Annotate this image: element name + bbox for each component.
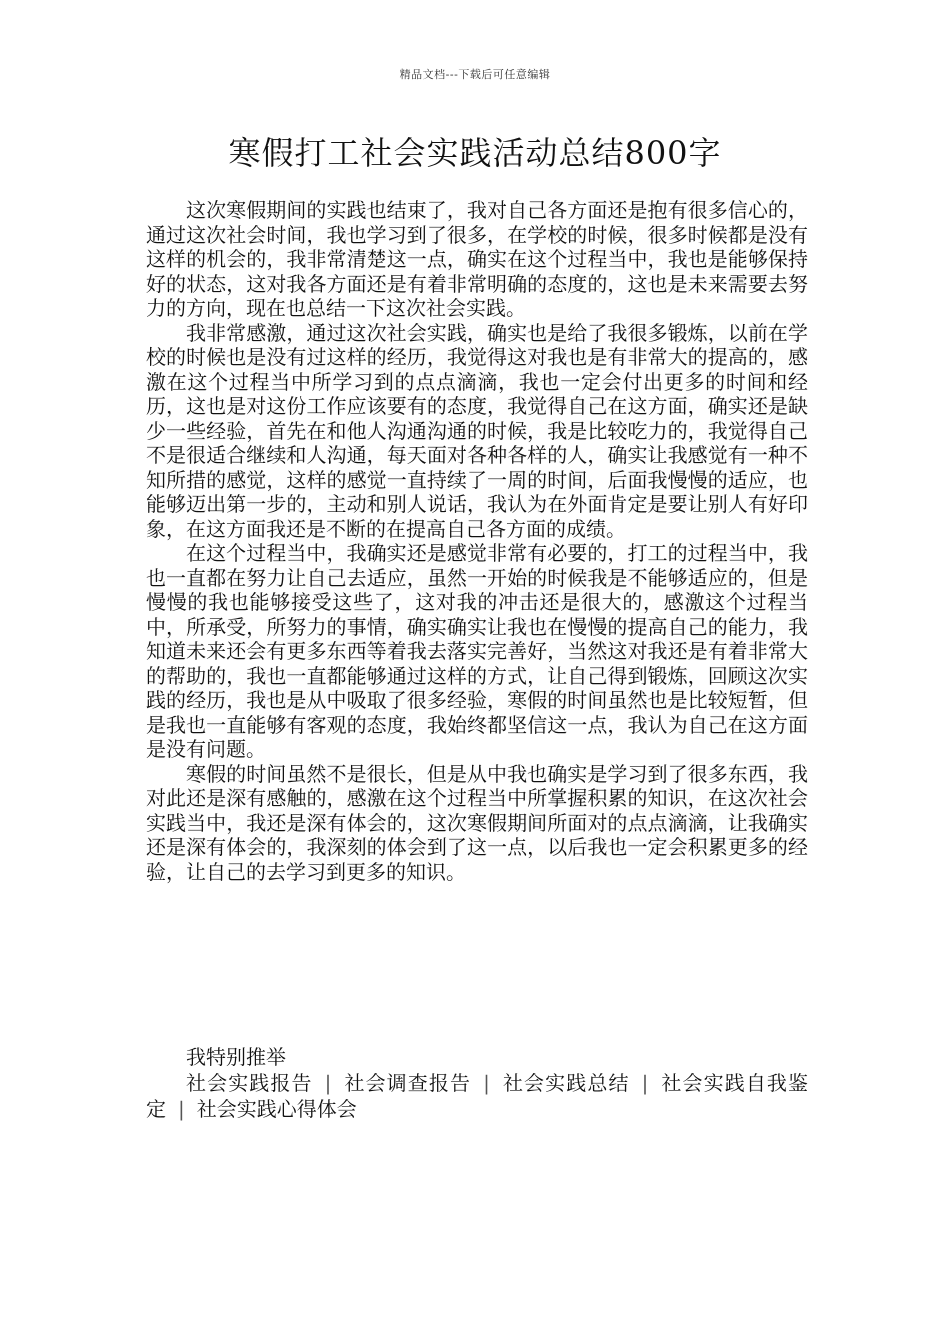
link-social-practice-self-evaluation[interactable]: 社会实践自我鉴定: [146, 1071, 809, 1121]
link-separator: |: [178, 1097, 185, 1121]
link-separator: |: [641, 1071, 649, 1095]
recommend-title: 我特别推举: [186, 1045, 286, 1069]
paragraph-4: 寒假的时间虽然不是很长，但是从中我也确实是学习到了很多东西，我对此还是深有感触的，感激在这个过程当中所掌握积累的知识，在这次社会实践当中，我还是深有体会的，这次寒假期间所面对的点点滴滴，让我确实还是深有体会的，我深刻的体会到了这一点，以后我也一定会积累更多的经验，让自己的去学习到更多的知识。: [146, 761, 808, 884]
document-title: 寒假打工社会实践活动总结800字: [228, 134, 722, 172]
link-social-survey-report[interactable]: 社会调查报告: [343, 1071, 472, 1095]
paragraph-1: 这次寒假期间的实践也结束了，我对自己各方面还是抱有很多信心的，通过这次社会时间，我也学习到了很多，在学校的时候，很多时候都是没有这样的机会的，我非常清楚这一点，确实在这个过程当中，我也是能够保持好的状态，这对我各方面还是有着非常明确的态度的，这也是未来需要去努力的方向，现在也总结一下这次社会实践。: [146, 198, 808, 320]
recommend-links: [146, 1070, 808, 1122]
link-separator: |: [483, 1071, 490, 1095]
paragraph-3: 在这个过程当中，我确实还是感觉非常有必要的，打工的过程当中，我也一直都在努力让自己去适应，虽然一开始的时候我是不能够适应的，但是慢慢的我也能够接受这些了，这对我的冲击还是很大的，感激这个过程当中，所承受，所努力的事情，确实确实让我也在慢慢的提高自己的能力，我知道未来还会有更多东西等着我去落实完善好，当然这对我还是有着非常大的帮助的，我也一直都能够通过这样的方式，让自己得到锻炼，回顾这次实践的经历，我也是从中吸取了很多经验，寒假的时间虽然也是比较短暂，但是我也一直能够有客观的态度，我始终都坚信这一点，我认为自己在这方面是没有问题。: [146, 541, 808, 761]
link-separator: |: [324, 1071, 332, 1095]
header-note: 精品文档---下载后可任意编辑: [399, 68, 551, 81]
link-social-practice-summary[interactable]: 社会实践总结: [501, 1071, 630, 1095]
recommend-section: [146, 1044, 808, 1122]
link-social-practice-report[interactable]: 社会实践报告: [186, 1071, 313, 1095]
link-social-practice-reflections[interactable]: 社会实践心得体会: [196, 1097, 357, 1121]
document-body: [146, 198, 808, 884]
paragraph-2: 我非常感激，通过这次社会实践，确实也是给了我很多锻炼，以前在学校的时候也是没有过这样的经历，我觉得这对我也是有非常大的提高的，感激在这个过程当中所学习到的点点滴滴，我也一定会付出更多的时间和经历，这也是对这份工作应该要有的态度，我觉得自己在这方面，确实还是缺少一些经验，首先在和他人沟通沟通的时候，我是比较吃力的，我觉得自己不是很适合继续和人沟通，每天面对各种各样的人，确实让我感觉有一种不知所措的感觉，这样的感觉一直持续了一周的时间，后面我慢慢的适应，也能够迈出第一步的，主动和别人说话，我认为在外面肯定是要让别人有好印象，在这方面我还是不断的在提高自己各方面的成绩。: [146, 320, 808, 541]
